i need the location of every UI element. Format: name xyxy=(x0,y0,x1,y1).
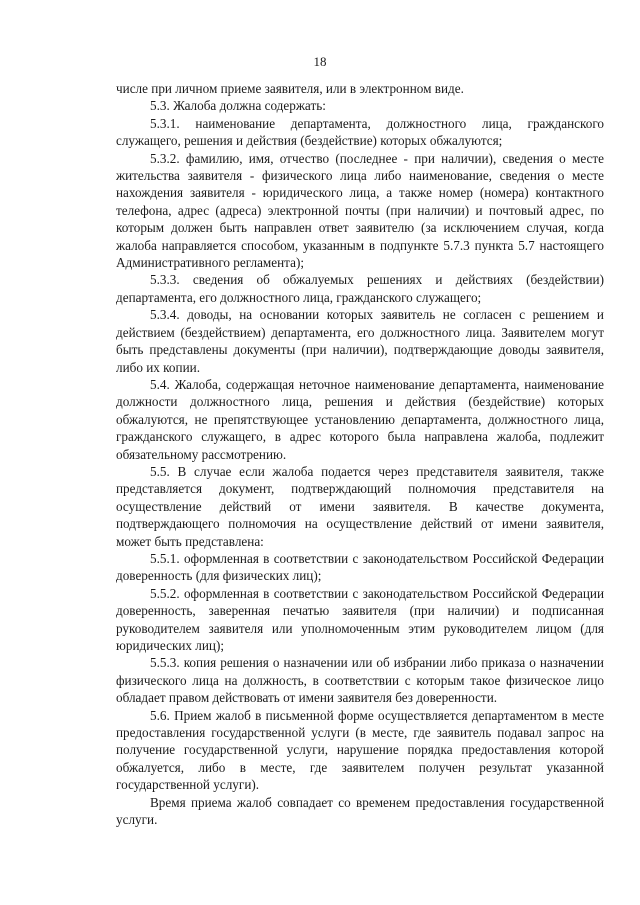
paragraph-5-3-4: 5.3.4. доводы, на основании которых заявитель не согласен с решением и действием (бездействием) департамента, его должностного лица. Заявителем могут быть представлены документы (при наличии), подтверждающие доводы заявителя, либо их копии. xyxy=(116,307,604,375)
paragraph-5-3-2: 5.3.2. фамилию, имя, отчество (последнее - при наличии), сведения о месте жительства заявителя - физического лица либо наименование, сведения о месте нахождения заявителя - юридического лица, а также номер (номера) контактного телефона, адрес (адреса) электронной почты (при наличии) и почтовый адрес, по которым должен быть направлен ответ заявителю (за исключением случая, когда жалоба направляется способом, указанным в подпункте 5.7.3 пункта 5.7 настоящего Административного регламента); xyxy=(116,150,604,271)
page-number: 18 xyxy=(313,54,327,69)
paragraph-5-3-1: 5.3.1. наименование департамента, должностного лица, гражданского служащего, решения и действия (бездействие) которых обжалуются; xyxy=(116,115,604,149)
paragraph-5-5-2: 5.5.2. оформленная в соответствии с законодательством Российской Федерации доверенность, заверенная печатью заявителя (при наличии) и подписанная руководителем заявителя или уполномоченным этим руководителем лицом (для юридических лиц); xyxy=(116,585,604,653)
paragraph-5-3: 5.3. Жалоба должна содержать: xyxy=(150,98,326,114)
paragraph-5-4: 5.4. Жалоба, содержащая неточное наименование департамента, наименование должности должностного лица, решения и действия (бездействие) которых обжалуются, не препятствующее установлению департамента, должностного лица, гражданского служащего, в адрес которого была направлена жалоба, подлежит обязательному рассмотрению. xyxy=(116,376,604,462)
paragraph-5-6: 5.6. Прием жалоб в письменной форме осуществляется департаментом в месте предоставления государственной услуги (в месте, где заявитель подавал запрос на получение государственной услуги, нарушение порядка предоставления которой обжалуется, либо в месте, где заявителем получен результат указанной государственной услуги). xyxy=(116,707,604,793)
paragraph-5-3-3: 5.3.3. сведения об обжалуемых решениях и действиях (бездействии) департамента, его должностного лица, гражданского служащего; xyxy=(116,272,604,305)
paragraph-5-5-3: 5.5.3. копия решения о назначении или об избрании либо приказа о назначении физического лица на должность, в соответствии с которым такое физическое лицо обладает правом действовать от имени заявителя без доверенности. xyxy=(116,655,604,706)
paragraph-5-5-1: 5.5.1. оформленная в соответствии с законодательством Российской Федерации доверенность (для физических лиц); xyxy=(116,550,604,584)
paragraph-reception-time: Время приема жалоб совпадает со временем предоставления государственной услуги. xyxy=(116,794,604,828)
paragraph-continuation: числе при личном приеме заявителя, или в электронном виде. xyxy=(116,81,464,96)
paragraph-5-5: 5.5. В случае если жалоба подается через представителя заявителя, также представляется документ, подтверждающий полномочия представителя на осуществление действий от имени заявителя. В качестве документа, подтверждающего полномочия на осуществление действий от имени заявителя, может быть представлена: xyxy=(116,463,604,549)
document-body xyxy=(116,80,604,828)
